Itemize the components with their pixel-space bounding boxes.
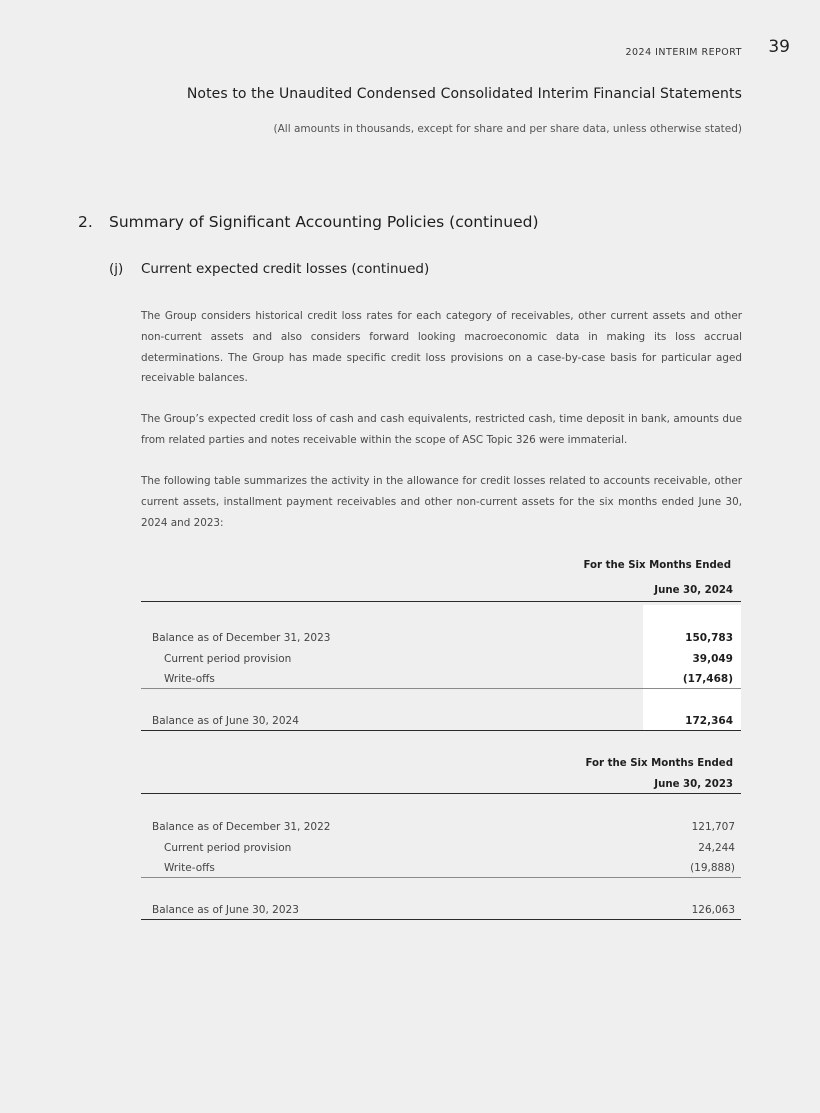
row-value-opening-balance: 121,707	[691, 821, 735, 833]
row-value-write-offs: (19,888)	[690, 862, 735, 874]
row-label-provision: Current period provision	[164, 842, 292, 854]
row-value-provision: 39,049	[692, 653, 733, 665]
row-label-provision: Current period provision	[164, 653, 292, 665]
header-rule	[141, 601, 741, 602]
column-header-date: June 30, 2023	[654, 779, 733, 790]
row-value-closing-balance: 172,364	[685, 715, 733, 727]
row-value-write-offs: (17,468)	[682, 673, 733, 685]
subtotal-rule	[141, 877, 741, 878]
row-label-opening-balance: Balance as of December 31, 2022	[152, 821, 331, 833]
page-number: 39	[768, 37, 790, 57]
paragraph-credit-loss-rates: The Group considers historical credit loss rates for each category of receivables, other current assets and other non-current assets and also considers forward looking macroeconomic data in making its loss accrual determinations. The Group has made specific credit loss provisions on a case-by-case basis for particular aged receivable balances.	[141, 310, 742, 385]
row-label-closing-balance: Balance as of June 30, 2023	[152, 904, 299, 916]
allowance-table-2024	[141, 556, 741, 732]
section-number: 2.	[78, 213, 93, 231]
header-rule	[141, 793, 741, 794]
subtotal-rule	[141, 688, 741, 689]
row-value-opening-balance: 150,783	[685, 632, 733, 644]
total-rule	[141, 730, 741, 731]
row-label-closing-balance: Balance as of June 30, 2024	[152, 715, 299, 727]
allowance-table-2023	[141, 754, 741, 921]
row-value-closing-balance: 126,063	[691, 904, 735, 916]
notes-title: Notes to the Unaudited Condensed Consolidated Interim Financial Statements	[186, 86, 742, 102]
report-name: 2024 INTERIM REPORT	[625, 47, 742, 58]
column-header-date: June 30, 2024	[654, 585, 733, 596]
paragraph-table-intro: The following table summarizes the activity in the allowance for credit losses related to accounts receivable, other current assets, installment payment receivables and other non-current assets for the six months ended June 30, 2024 and 2023:	[141, 475, 742, 529]
column-header-period: For the Six Months Ended	[585, 758, 733, 769]
highlight-column	[643, 605, 741, 731]
row-value-provision: 24,244	[698, 842, 735, 854]
subsection-number: (j)	[109, 261, 124, 277]
section-title: Summary of Significant Accounting Policies (continued)	[109, 213, 539, 231]
total-rule	[141, 919, 741, 920]
notes-subtitle: (All amounts in thousands, except for share and per share data, unless otherwise stated)	[273, 123, 742, 135]
row-label-write-offs: Write-offs	[164, 673, 215, 685]
row-label-opening-balance: Balance as of December 31, 2023	[152, 632, 331, 644]
column-header-period: For the Six Months Ended	[583, 560, 731, 571]
subsection-title: Current expected credit losses (continued)	[141, 261, 430, 277]
row-label-write-offs: Write-offs	[164, 862, 215, 874]
paragraph-immaterial-losses: The Group’s expected credit loss of cash and cash equivalents, restricted cash, time deposit in bank, amounts due from related parties and notes receivable within the scope of ASC Topic 326 were immaterial.	[141, 413, 742, 446]
